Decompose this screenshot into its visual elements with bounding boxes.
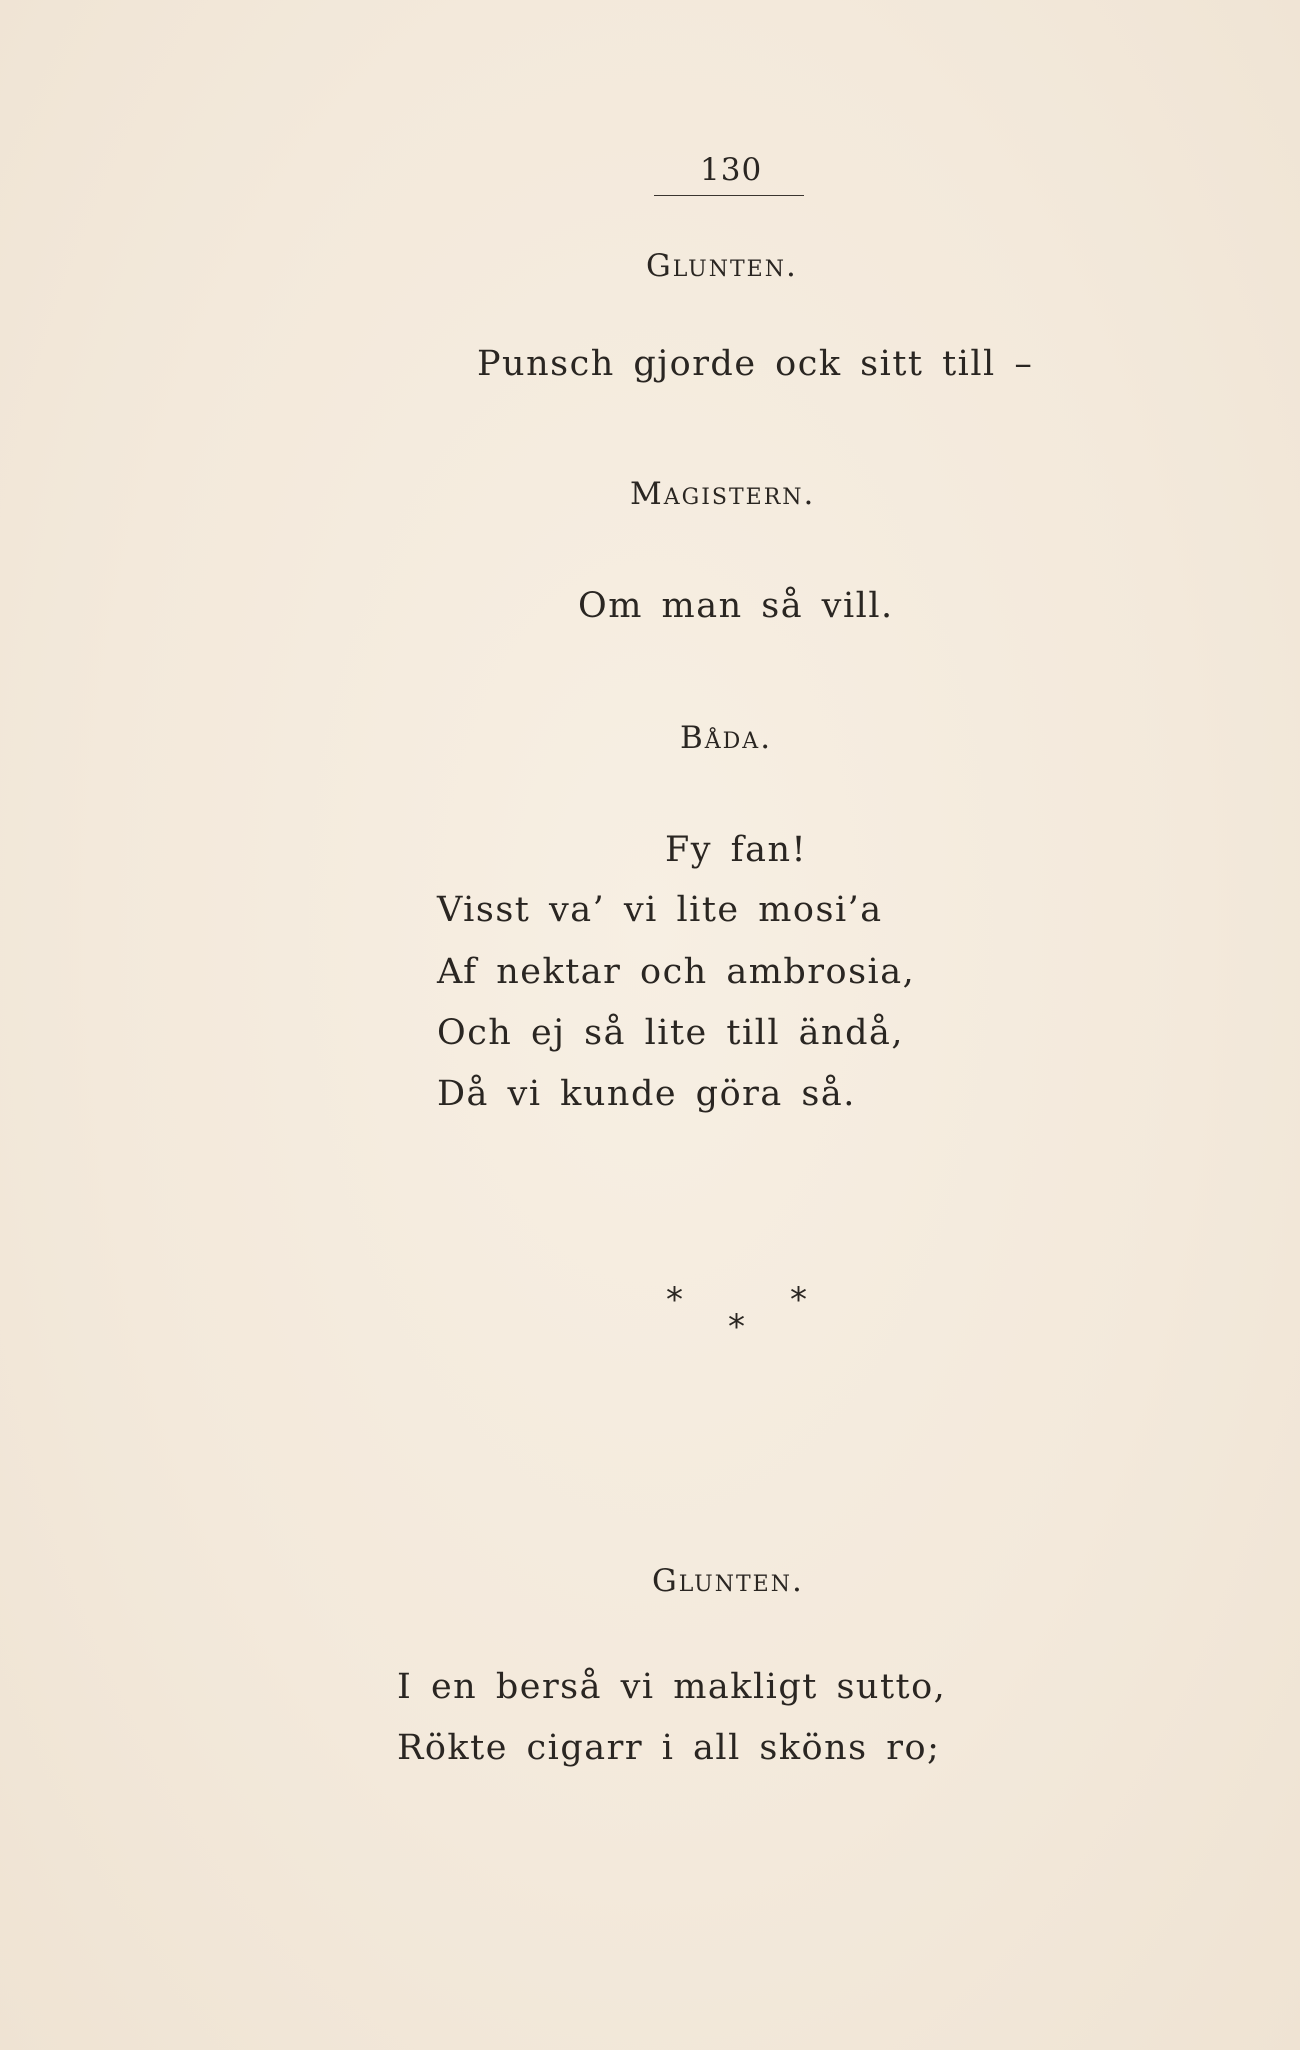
- speaker-name: Glunten.: [646, 248, 798, 284]
- asterism-star: *: [728, 1307, 745, 1347]
- verse-line: Och ej så lite till ändå,: [437, 1013, 904, 1053]
- speaker-name: Båda.: [680, 720, 773, 756]
- verse-line: Då vi kunde göra så.: [437, 1074, 856, 1114]
- asterism-star: *: [666, 1280, 683, 1320]
- verse-line: Om man så vill.: [578, 586, 894, 626]
- asterism-star: *: [790, 1280, 807, 1320]
- speaker-name: Glunten.: [652, 1563, 804, 1599]
- verse-line: Af nektar och ambrosia,: [437, 952, 916, 992]
- page-number: 130: [700, 152, 763, 188]
- speaker-name: Magistern.: [630, 476, 816, 512]
- page-number-rule: [654, 195, 804, 196]
- verse-line: I en berså vi makligt sutto,: [397, 1667, 947, 1707]
- verse-line: Rökte cigarr i all sköns ro;: [397, 1728, 941, 1768]
- verse-line: Fy fan!: [665, 830, 808, 870]
- verse-line: Visst va’ vi lite mosi’a: [437, 890, 883, 930]
- verse-line: Punsch gjorde ock sitt till –: [477, 344, 1034, 384]
